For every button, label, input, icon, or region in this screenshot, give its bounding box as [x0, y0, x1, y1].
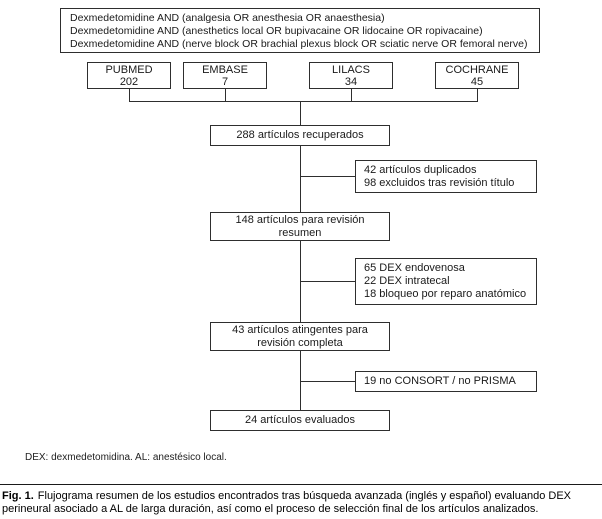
connector-bus-line — [129, 101, 478, 102]
database-count: 7 — [221, 75, 229, 88]
excluded-after-title-box — [355, 160, 537, 193]
figure-caption — [2, 490, 600, 516]
database-count: 34 — [344, 75, 358, 88]
connector-spine-1 — [300, 146, 301, 212]
abstract-review-line: 148 artículos para revisión — [235, 213, 365, 226]
retrieved-articles-label: 288 artículos recuperados — [236, 129, 364, 141]
excluded-line: 65 DEX endovenosa — [364, 262, 465, 274]
full-review-line: 43 artículos atingentes para — [232, 323, 368, 336]
database-name: LILACS — [332, 63, 370, 76]
database-box-embase — [183, 62, 267, 89]
database-box-lilacs — [309, 62, 393, 89]
database-box-pubmed — [87, 62, 171, 89]
excluded-line: 22 DEX intratecal — [364, 275, 450, 287]
evaluated-articles-box — [210, 410, 390, 431]
full-review-box — [210, 322, 390, 351]
caption-divider-line — [0, 484, 602, 485]
connector-branch-3 — [300, 381, 355, 382]
connector-branch-1 — [300, 176, 355, 177]
database-name: COCHRANE — [445, 63, 509, 76]
abstract-review-line: resumen — [278, 226, 322, 239]
database-name: PUBMED — [105, 63, 153, 76]
abstract-review-box — [210, 212, 390, 241]
figure-caption-text: Flujograma resumen de los estudios encontrados tras búsqueda avanzada (inglés y español) evaluando DEX perineural asociado a AL de larga duración, así como el proceso de selección final de los artículos analizados. — [2, 490, 571, 515]
full-review-line: revisión completa — [257, 336, 343, 349]
search-terms-box — [60, 8, 540, 53]
connector-drop-line — [300, 101, 301, 125]
figure-caption-label: Fig. 1. — [2, 490, 34, 502]
database-count: 202 — [119, 75, 139, 88]
search-term-line-3: Dexmedetomidine AND (nerve block OR brachial plexus block OR sciatic nerve OR femoral nerve) — [70, 38, 528, 50]
excluded-line: 98 excluidos tras revisión título — [364, 176, 515, 189]
database-box-cochrane — [435, 62, 519, 89]
search-term-line-2: Dexmedetomidine AND (anesthetics local OR bupivacaine OR lidocaine OR ropivacaine) — [70, 25, 483, 37]
evaluated-articles-label: 24 artículos evaluados — [244, 414, 356, 426]
retrieved-articles-box — [210, 125, 390, 146]
database-name: EMBASE — [202, 63, 248, 76]
excluded-line: 18 bloqueo por reparo anatómico — [364, 288, 527, 300]
search-term-line-1: Dexmedetomidine AND (analgesia OR anesthesia OR anaesthesia) — [70, 12, 385, 24]
excluded-after-abstract-box — [355, 258, 537, 305]
database-count: 45 — [470, 75, 484, 88]
abbreviations-footnote: DEX: dexmedetomidina. AL: anestésico local. — [25, 452, 227, 463]
excluded-line: 19 no CONSORT / no PRISMA — [364, 375, 516, 387]
connector-branch-2 — [300, 281, 355, 282]
excluded-line: 42 artículos duplicados — [364, 163, 477, 176]
excluded-reporting-box — [355, 371, 537, 392]
